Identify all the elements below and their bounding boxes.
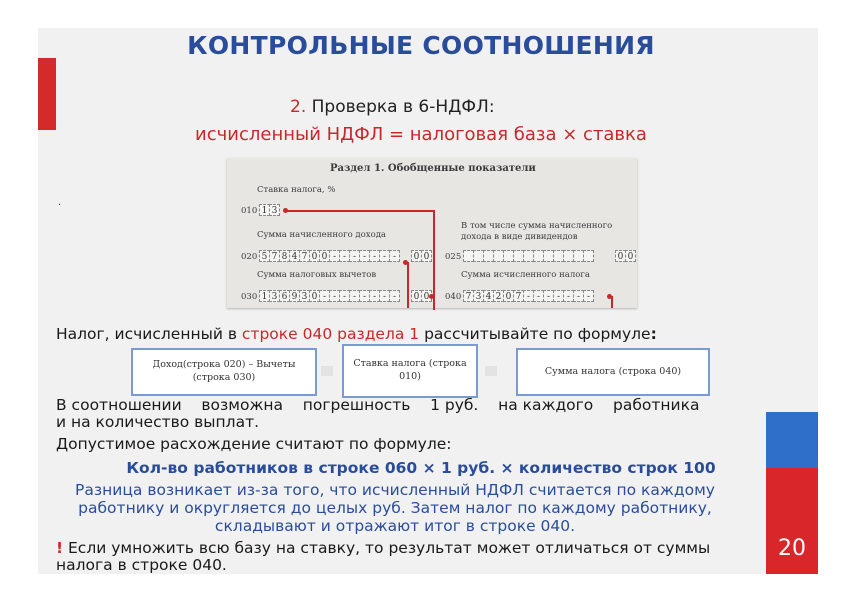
form-cell: 0 xyxy=(503,290,514,302)
tolerance-intro: Допустимое расхождение считают по формуле: xyxy=(56,435,452,453)
dividends-label-1: В том числе сумма начисленного xyxy=(461,221,613,231)
form-cell: - xyxy=(329,290,340,302)
form-header: Раздел 1. Обобщенные показатели xyxy=(330,163,536,174)
form-cell: 3 xyxy=(299,290,310,302)
form-cell: 0 xyxy=(421,290,432,302)
form-cell: - xyxy=(583,290,594,302)
dividends-label-2: дохода в виде дивидендов xyxy=(461,232,578,242)
slide-title: КОНТРОЛЬНЫЕ СООТНОШЕНИЯ xyxy=(187,31,655,60)
subtitle xyxy=(290,97,495,117)
tax-cells xyxy=(463,290,593,302)
formula-box-rate: Ставка налога (строка 010) xyxy=(342,344,478,398)
form-cell: - xyxy=(369,250,380,262)
form-cell: 7 xyxy=(269,250,280,262)
form-cell: - xyxy=(359,250,370,262)
warning-line-1 xyxy=(56,539,710,557)
formula-intro xyxy=(56,325,657,343)
connector-line xyxy=(611,296,613,308)
deductions-cells xyxy=(259,290,399,302)
form-cell: - xyxy=(553,290,564,302)
connector-line xyxy=(287,210,435,212)
formula-box-base: Доход(строка 020) – Вычеты (строка 030) xyxy=(131,348,317,396)
equals-operator xyxy=(485,366,497,376)
form-cell: 3 xyxy=(269,204,280,216)
form-cell: 0 xyxy=(411,250,422,262)
multiply-operator xyxy=(321,366,333,376)
form-cell: 8 xyxy=(279,250,290,262)
form-cell: 2 xyxy=(493,290,504,302)
subtitle-text: Проверка в 6-НДФЛ: xyxy=(311,97,495,117)
dividends-cells xyxy=(463,250,593,262)
rate-code: 010 xyxy=(241,206,258,216)
form-cell: 1 xyxy=(259,290,270,302)
income-tail-cells xyxy=(411,250,431,262)
left-red-accent xyxy=(38,58,56,130)
intro-highlight: строке 040 раздела 1 xyxy=(241,325,420,343)
form-cell: 1 xyxy=(259,204,270,216)
intro-text: Налог, исчисленный в xyxy=(56,325,242,343)
tax-code: 040 xyxy=(445,292,462,302)
warning-text: Если умножить всю базу на ставку, то результат может отличаться от суммы xyxy=(63,539,711,557)
form-cell: - xyxy=(389,250,400,262)
warning-line-2: налога в строке 040. xyxy=(56,556,227,574)
form-cell: 7 xyxy=(299,250,310,262)
form-cell: - xyxy=(329,250,340,262)
form-cell: - xyxy=(563,290,574,302)
rate-cells xyxy=(259,204,279,216)
rate-label: Ставка налога, % xyxy=(257,185,336,195)
deductions-label: Сумма налоговых вычетов xyxy=(257,270,377,280)
form-cell: - xyxy=(339,250,350,262)
form-cell: 6 xyxy=(279,290,290,302)
form-cell: - xyxy=(533,290,544,302)
income-cells xyxy=(259,250,399,262)
main-formula: исчисленный НДФЛ = налоговая база × ставка xyxy=(195,124,647,145)
warning-mark: ! xyxy=(56,539,64,557)
error-note-line-1: В соотношении возможна погрешность 1 руб. на каждого работника xyxy=(56,396,700,414)
explanation-line-2: работнику и округляется до целых руб. Затем налог по каждому работнику, xyxy=(78,499,712,517)
form-cell: 0 xyxy=(309,290,320,302)
form-cell: - xyxy=(523,290,534,302)
connector-line xyxy=(407,262,409,308)
form-cell: 0 xyxy=(411,290,422,302)
explanation-line-1: Разница возникает из-за того, что исчисленный НДФЛ считается по каждому xyxy=(75,481,715,499)
page-number: 20 xyxy=(778,536,806,561)
form-cell: - xyxy=(349,290,360,302)
form-cell: 7 xyxy=(463,290,474,302)
dividends-tail-cells xyxy=(615,250,635,262)
deductions-tail-cells xyxy=(411,290,431,302)
form-cell: - xyxy=(369,290,380,302)
form-cell: 0 xyxy=(421,250,432,262)
form-cell: - xyxy=(379,250,390,262)
explanation-line-3: складывают и отражают итог в строке 040. xyxy=(214,517,576,535)
form-cell: 9 xyxy=(289,290,300,302)
form-cell: 4 xyxy=(289,250,300,262)
dividends-code: 025 xyxy=(445,252,462,262)
form-cell: 0 xyxy=(625,250,636,262)
form-cell: - xyxy=(389,290,400,302)
intro-text-2: рассчитывайте по формуле xyxy=(419,325,651,343)
ndfl-form-excerpt xyxy=(227,158,637,308)
form-cell: 3 xyxy=(269,290,280,302)
form-cell: - xyxy=(573,290,584,302)
form-cell: - xyxy=(339,290,350,302)
error-note-line-2: и на количество выплат. xyxy=(56,413,260,431)
form-cell xyxy=(583,250,594,262)
form-cell: - xyxy=(319,290,330,302)
form-cell: - xyxy=(543,290,554,302)
form-cell: 3 xyxy=(473,290,484,302)
formula-box-tax: Сумма налога (строка 040) xyxy=(516,348,710,396)
income-label: Сумма начисленного дохода xyxy=(257,230,386,240)
tolerance-formula: Кол-во работников в строке 060 × 1 руб. × количество строк 100 xyxy=(126,459,716,477)
form-cell: 7 xyxy=(513,290,524,302)
form-cell: - xyxy=(349,250,360,262)
form-cell: 0 xyxy=(309,250,320,262)
form-cell: 0 xyxy=(615,250,626,262)
form-cell: 5 xyxy=(259,250,270,262)
form-cell: - xyxy=(379,290,390,302)
tax-label: Сумма исчисленного налога xyxy=(461,270,590,280)
stray-dot: . xyxy=(58,197,62,208)
form-cell: 0 xyxy=(319,250,330,262)
income-code: 020 xyxy=(241,252,258,262)
connector-dot xyxy=(429,294,434,299)
intro-colon: : xyxy=(650,325,657,343)
deductions-code: 030 xyxy=(241,292,258,302)
form-cell: 4 xyxy=(483,290,494,302)
subtitle-number: 2. xyxy=(290,97,307,117)
form-cell: - xyxy=(359,290,370,302)
